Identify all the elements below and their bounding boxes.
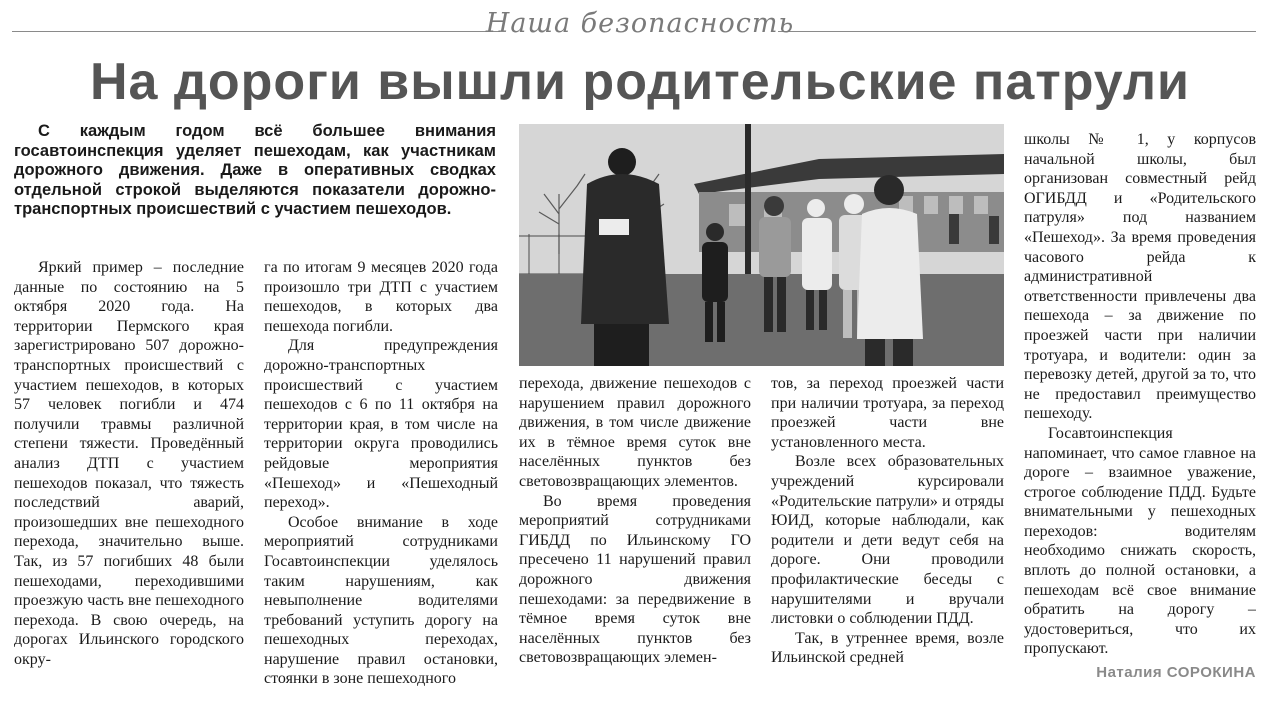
article-lead: С каждым годом всё большее внимания госавтоинспекция уделяет пешеходам, как участникам дорожного движения. Даже в оперативных сводках отдельной строкой выделяются показатели дорожно-транспортных происшествий с участием пешеходов. — [14, 122, 496, 219]
paragraph: Особое внимание в ходе мероприятий сотрудниками Госавтоинспекции уделялось таким нарушениям, как невыполнение водителями требований уступить дорогу на пешеходных переходах, нарушение правил остановки, стоянки в зоне пешеходного — [264, 513, 498, 688]
paragraph: Яркий пример – последние данные по состоянию на 5 октября 2020 года. На территории Пермского края зарегистрировано 507 дорожно-транспортных происшествий с участием пешеходов, в которых 57 человек погибли и 474 получили травмы различной степени тяжести. Проведённый анализ ДТП с участием пешеходов показал, что тяжесть последствий аварий, произошедших вне пешеходного перехода, значительно выше. Так, из 57 погибших 48 были пешеходами, переходившими проезжую часть вне пешеходного перехода. В свою очередь, на дорогах Ильинского городского окру- — [14, 259, 244, 668]
article-headline: На дороги вышли родительские патрули — [89, 53, 1191, 111]
text-column-5 — [1024, 130, 1256, 660]
text-column-3 — [519, 374, 751, 698]
paragraph: Для предупреждения дорожно-транспортных происшествий с участием пешеходов с 6 по 11 октября на территории края, в том числе на территории округа проводились рейдовые мероприятия «Пешеход» и «Пешеходный переход». — [264, 337, 498, 512]
text-column-4 — [771, 374, 1004, 698]
paragraph: Возле всех образовательных учреждений курсировали «Родительские патрули» и отряды ЮИД, которые наблюдали, как родители и дети ведут себя на дороге. Они проводили профилактические беседы с нарушителями и вручали листовки о соблюдении ПДД. — [771, 453, 1004, 628]
section-rubric: Наша безопасность — [485, 8, 795, 39]
paragraph: перехода, движение пешеходов с нарушением правил дорожного движения, в том числе движение их в тёмное время суток вне населённых пунктов без световозвращающих элементов. — [519, 375, 751, 490]
paragraph: Во время проведения мероприятий сотрудниками ГИБДД по Ильинскому ГО пресечено 11 нарушений правил дорожного движения пешеходами: за передвижение в тёмное время суток вне населённых пунктов без световозвращающих элемен- — [519, 492, 751, 667]
text-column-1 — [14, 258, 244, 698]
photo-illustration — [519, 124, 1004, 366]
paragraph: школы № 1, у корпусов начальной школы, был организован совместный рейд ОГИБДД и «Родительского патруля» под названием «Пешеход». За время проведения часового рейда к административной ответственности привлечены два пешехода – за движение по проезжей части при наличии тротуара, и водители: один за перевозку детей, другой за то, что не предоставил преимущество пешеходу. — [1024, 131, 1256, 423]
text-column-2 — [264, 258, 498, 698]
photo-parent-patrol-icon — [519, 124, 1004, 366]
paragraph: га по итогам 9 месяцев 2020 года произошло три ДТП с участием пешеходов, в которых два пешехода погибли. — [264, 259, 498, 335]
paragraph: Госавтоинспекция напоминает, что самое главное на дороге – взаимное уважение, строгое соблюдение ПДД. Будьте внимательными у пешеходных переходов: водителям необходимо снижать скорость, вплоть до полной остановки, а пешеходам всё свое внимание обратить на дорогу – удостовериться, что их пропускают. — [1024, 424, 1256, 658]
paragraph: Так, в утреннее время, возле Ильинской средней — [771, 629, 1004, 667]
paragraph: тов, за переход проезжей части при наличии тротуара, за переход проезжей части вне установленного места. — [771, 375, 1004, 451]
author-byline: Наталия СОРОКИНА — [1096, 664, 1256, 681]
